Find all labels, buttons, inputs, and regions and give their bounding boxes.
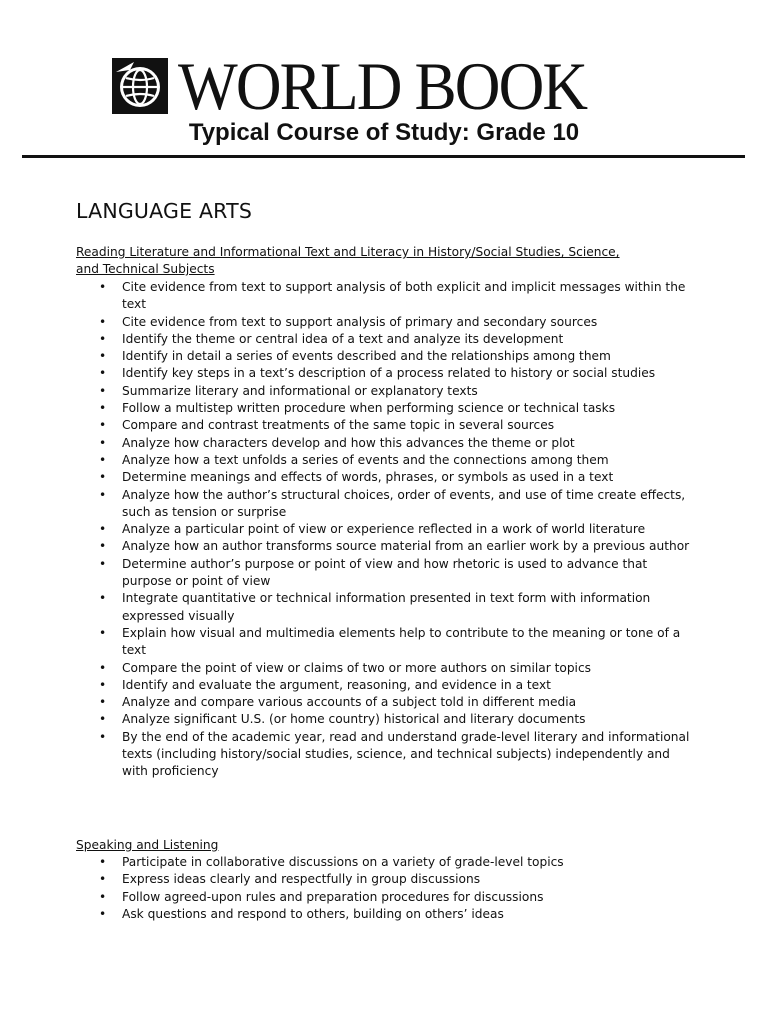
bullet-mark: • [99,660,107,675]
list-item-text: Analyze and compare various accounts of a subject told in different media [122,695,577,710]
list-item-text: Identify and evaluate the argument, reasoning, and evidence in a text [122,677,551,692]
list-item [0,711,694,728]
subhead-reading-line-2: and Technical Subjects [76,262,215,276]
list-item-text: Compare and contrast treatments of the same topic in several sources [122,418,555,433]
list-item [0,906,694,923]
bullet-mark: • [99,280,107,294]
list-item-text: Analyze how characters develop and how this advances the theme or plot [122,435,575,450]
list-item [0,469,694,486]
list-item [0,660,694,677]
bullet-mark: • [99,729,107,744]
list-item [0,365,694,382]
list-item [0,729,694,781]
bullet-mark: • [99,906,107,921]
list-item-text: Analyze how an author transforms source material from an earlier work by a previous author [122,539,690,554]
list-item [0,400,694,417]
speaking-list [0,854,694,923]
bullet-mark: • [99,487,107,502]
bullet-mark: • [99,591,107,606]
bullet-mark: • [99,470,107,485]
bullet-mark: • [99,314,107,329]
list-item-text: Identify in detail a series of events described and the relationships among them [122,349,611,364]
list-item-text: Analyze a particular point of view or experience reflected in a work of world literature [122,522,646,537]
section-heading-language-arts: LANGUAGE ARTS [76,199,253,223]
bullet-mark: • [99,522,107,537]
bullet-mark: • [99,452,107,467]
list-item [0,854,694,871]
list-item [0,556,694,591]
list-item-text: Follow a multistep written procedure when performing science or technical tasks [122,401,616,416]
bullet-mark: • [99,383,107,398]
list-item [0,521,694,538]
list-item-text: Cite evidence from text to support analysis of both explicit and implicit messages within the text [122,280,686,312]
list-item-text: Summarize literary and informational or explanatory texts [122,383,478,398]
bullet-mark: • [99,401,107,416]
list-item-text: Analyze significant U.S. (or home country) historical and literary documents [122,712,586,727]
list-item [0,677,694,694]
list-item [0,348,694,365]
bullet-mark: • [99,418,107,433]
reading-list [0,279,694,781]
bullet-mark: • [99,695,107,710]
subhead-reading-line-1: Reading Literature and Informational Text and Literacy in History/Social Studies, Science, [76,245,620,259]
list-item-text: Cite evidence from text to support analysis of primary and secondary sources [122,314,598,329]
page-title: Typical Course of Study: Grade 10 [188,119,580,146]
list-item-text: Analyze how the author’s structural choices, order of events, and use of time create effects, such as tension or surprise [122,487,686,519]
bullet-mark: • [99,349,107,364]
bullet-mark: • [99,872,107,887]
list-item [0,871,694,888]
list-item-text: Compare the point of view or claims of two or more authors on similar topics [122,660,591,675]
list-item-text: Integrate quantitative or technical information presented in text form with information expressed visually [122,591,651,623]
list-item [0,331,694,348]
list-item-text: Ask questions and respond to others, building on others’ ideas [122,906,504,921]
bullet-mark: • [99,435,107,450]
list-item [0,279,694,314]
list-item [0,889,694,906]
list-item [0,487,694,522]
bullet-mark: • [99,366,107,381]
list-item-text: Participate in collaborative discussions on a variety of grade-level topics [122,855,564,869]
list-item [0,314,694,331]
bullet-mark: • [99,855,107,869]
list-item-text: Analyze how a text unfolds a series of events and the connections among them [122,452,609,467]
world-book-logo [112,48,617,124]
list-item-text: Identify key steps in a text’s description of a process related to history or social studies [122,366,656,381]
bullet-mark: • [99,712,107,727]
list-item-text: Identify the theme or central idea of a text and analyze its development [122,331,564,346]
list-item-text: Express ideas clearly and respectfully in group discussions [122,872,481,887]
list-item [0,417,694,434]
list-item [0,538,694,555]
bullet-mark: • [99,331,107,346]
list-item-text: Determine author’s purpose or point of view and how rhetoric is used to advance that purpose or point of view [122,556,648,589]
list-item-text: Explain how visual and multimedia elements help to contribute to the meaning or tone of a text [122,625,681,658]
bullet-mark: • [99,539,107,554]
title-divider [22,155,745,158]
list-item-text: Follow agreed-upon rules and preparation procedures for discussions [122,889,544,904]
bullet-mark: • [99,889,107,904]
bullet-mark: • [99,556,107,571]
list-item-text: Determine meanings and effects of words, phrases, or symbols as used in a text [122,470,614,485]
list-item-text: By the end of the academic year, read and understand grade-level literary and informational texts (including history/social studies, science, and technical subjects) independently and with proficiency [122,729,690,779]
list-item [0,435,694,452]
globe-icon [112,58,168,114]
list-item [0,383,694,400]
bullet-mark: • [99,625,107,640]
list-item [0,452,694,469]
list-item [0,625,694,660]
subhead-speaking-listening: Speaking and Listening [76,838,219,852]
bullet-mark: • [99,677,107,692]
logo-wordmark: WORLD BOOK [178,48,587,124]
list-item [0,694,694,711]
list-item [0,590,694,625]
